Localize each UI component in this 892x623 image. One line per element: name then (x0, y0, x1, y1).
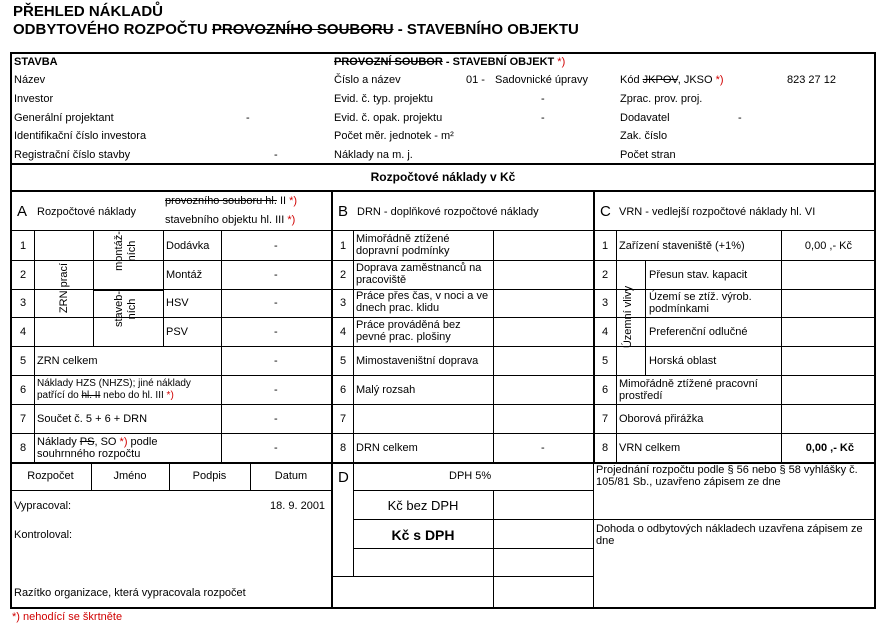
divider (594, 519, 875, 520)
stavba-label-nazev: Název (14, 74, 46, 86)
row-a-n: 2 (20, 269, 27, 281)
stavba-value-projektant: - (246, 112, 250, 124)
row-a-n: 5 (20, 355, 27, 367)
row-c-label: Území se ztíž. výrob. podmínkami (649, 291, 752, 315)
kod-value: 823 27 12 (787, 74, 836, 86)
row-line (10, 346, 876, 347)
divider (353, 230, 354, 576)
label-zprac: Zprac. prov. proj. (620, 93, 703, 105)
asterisk-note: *) (166, 390, 174, 401)
kod-label (620, 74, 724, 86)
dph-label: DPH 5% (449, 470, 492, 482)
row-b-n: 8 (340, 442, 347, 454)
row-line (10, 433, 876, 434)
row-c-value-zarizeni: 0,00 ,- Kč (804, 240, 852, 252)
section-a-sub1 (165, 195, 297, 207)
stavba-label-projektant: Generální projektant (14, 112, 114, 124)
row-c-label: Oborová přirážka (619, 413, 704, 425)
row-a-value: - (274, 326, 278, 338)
row-c-label: Mimořádně ztížené pracovní prostředí (619, 378, 758, 402)
frame-right (874, 52, 876, 609)
row-b-label: Mimostaveništní doprava (356, 355, 479, 367)
section-a-title: Rozpočtové náklady (37, 206, 137, 218)
asterisk-note: *) (119, 436, 128, 448)
divider (593, 462, 594, 607)
value-dodavatel: - (738, 112, 742, 124)
kontroloval-label: Kontroloval: (14, 529, 73, 541)
stavebnich-label: staveb- ních (113, 290, 138, 328)
divider (10, 490, 332, 491)
row-b-n: 1 (340, 240, 347, 252)
kod-text: Kód (620, 74, 643, 86)
row-b-label: Mimořádně ztížené dopravní podmínky (356, 233, 450, 257)
ps-label-naklady: Náklady na m. j. (334, 149, 413, 161)
row-a-value: - (274, 384, 278, 396)
stavba-label-ico: Identifikační číslo investora (14, 130, 147, 142)
section-a-letter: A (17, 203, 28, 220)
divider (781, 230, 782, 462)
kc-bez-dph-label: Kč bez DPH (387, 498, 459, 513)
stavba-value-registrace: - (274, 149, 278, 161)
kod-struck: JKPOV (642, 74, 678, 86)
row-a-value: - (274, 297, 278, 309)
naklady-text: podle souhrnného rozpočtu (37, 436, 158, 460)
title-line-2 (13, 21, 579, 38)
row-b-n: 4 (340, 326, 347, 338)
ps-so-header (334, 56, 565, 68)
ps-label-typ: Evid. č. typ. projektu (334, 93, 434, 105)
row-b-label: Práce prováděná bez pevné prac. plošiny (356, 319, 461, 343)
sign-header-datum: Datum (274, 470, 308, 482)
row-c-n: 1 (602, 240, 609, 252)
row-line (10, 404, 876, 405)
row-line (10, 375, 876, 376)
section-c-letter: C (600, 203, 611, 220)
divider (163, 230, 164, 346)
row-a-label-psv: PSV (166, 326, 189, 338)
frame-top (10, 52, 876, 54)
naklady-text: , SO (94, 436, 120, 448)
costs-title: Rozpočtové náklady v Kč (370, 170, 516, 184)
ps-value-nazev: Sadovnické úpravy (495, 74, 588, 86)
stavba-label-registrace: Registrační číslo stavby (14, 149, 131, 161)
row-a-n: 8 (20, 442, 27, 454)
row-c-label-vrn-celkem: VRN celkem (619, 442, 681, 454)
row-c-n: 7 (602, 413, 609, 425)
row-c-value-vrn-celkem: 0,00 ,- Kč (805, 442, 854, 454)
row-a-label-hzs (37, 378, 217, 402)
divider (331, 576, 594, 577)
sign-header-jmeno: Jméno (113, 470, 147, 482)
hzs-text: Náklady HZS (NHZS); jiné náklady patřící do (37, 378, 191, 401)
row-c-n: 4 (602, 326, 609, 338)
montaznich-label: montáž- ních (113, 231, 138, 271)
row-b-n: 7 (340, 413, 347, 425)
row-b-n: 6 (340, 384, 347, 396)
hzs-struck: hl. II (81, 390, 101, 401)
row-b-n: 5 (340, 355, 347, 367)
section-b-title: DRN - doplňkové rozpočtové náklady (357, 206, 539, 218)
row-c-label: Přesun stav. kapacit (649, 269, 748, 281)
vypracoval-label: Vypracoval: (14, 500, 72, 512)
label-zak-cislo: Zak. číslo (620, 130, 668, 142)
row-b-label: Malý rozsah (356, 384, 416, 396)
razitko-label: Razítko organizace, která vypracovala rozpočet (14, 587, 246, 599)
title-struck-part: PROVOZNÍHO SOUBORU (211, 21, 394, 38)
ps-value-opak: - (541, 112, 545, 124)
row-b-value-drn-celkem: - (541, 442, 545, 454)
row-a-value: - (274, 413, 278, 425)
divider (331, 190, 333, 607)
vypracoval-date: 18. 9. 2001 (270, 500, 326, 512)
row-c-n: 8 (602, 442, 609, 454)
sub1-text: II (276, 195, 290, 207)
row-line (10, 260, 876, 261)
row-a-label-montaz: Montáž (166, 269, 203, 281)
stavba-label-investor: Investor (14, 93, 54, 105)
frame-left (10, 52, 12, 609)
row-a-value: - (274, 240, 278, 252)
row-b-n: 3 (340, 297, 347, 309)
divider (493, 230, 494, 462)
row-a-n: 6 (20, 384, 27, 396)
row-c-n: 3 (602, 297, 609, 309)
title-part: - STAVEBNÍHO OBJEKTU (393, 21, 579, 38)
label-pocet-stran: Počet stran (620, 149, 676, 161)
row-a-value: - (274, 269, 278, 281)
ps-header-text: - STAVEBNÍ OBJEKT (442, 56, 558, 68)
row-a-n: 7 (20, 413, 27, 425)
label-dodavatel: Dodavatel (620, 112, 670, 124)
divider (10, 190, 876, 192)
hzs-text: nebo do hl. III (100, 390, 167, 401)
divider (10, 230, 876, 231)
ps-label-cislo: Číslo a název (334, 74, 401, 86)
row-c-n: 5 (602, 355, 609, 367)
naklady-struck: PS (79, 436, 95, 448)
sub2-text: stavebního objektu hl. III (165, 214, 288, 226)
asterisk-note: *) (557, 56, 566, 68)
section-c-title: VRN - vedlejší rozpočtové náklady hl. VI (619, 206, 816, 218)
divider (616, 230, 617, 462)
sign-header-podpis: Podpis (192, 470, 227, 482)
section-a-sub2 (165, 214, 295, 226)
divider (93, 230, 94, 346)
divider (34, 230, 35, 462)
ps-value-typ: - (541, 93, 545, 105)
row-a-label-naklady (37, 436, 217, 460)
zrn-prace-label: ZRN prací (58, 262, 70, 314)
row-a-label-zrn-celkem: ZRN celkem (37, 355, 98, 367)
dohoda-note: Dohoda o odbytových nákladech uzavřena zápisem ze dne (596, 523, 863, 547)
row-c-label: Horská oblast (649, 355, 717, 367)
section-b-letter: B (338, 203, 349, 220)
sub1-struck: provozního souboru hl. (165, 195, 277, 207)
row-a-n: 3 (20, 297, 27, 309)
ps-value-cislo: 01 - (466, 74, 485, 86)
row-a-value: - (274, 442, 278, 454)
divider (353, 490, 594, 491)
row-b-label: Práce přes čas, v noci a ve dnech prac. klidu (356, 290, 489, 314)
row-line (10, 317, 876, 318)
row-c-n: 6 (602, 384, 609, 396)
row-b-label-drn-celkem: DRN celkem (356, 442, 418, 454)
asterisk-note: *) (715, 74, 724, 86)
row-b-n: 2 (340, 269, 347, 281)
stavba-header: STAVBA (14, 56, 58, 68)
row-a-value: - (274, 355, 278, 367)
divider (353, 548, 594, 549)
row-a-n: 1 (20, 240, 27, 252)
divider (10, 163, 876, 165)
kc-s-dph-label: Kč s DPH (391, 527, 455, 543)
kod-text: , JKSO (677, 74, 716, 86)
ps-label-mj: Počet měr. jednotek - m² (334, 130, 454, 142)
divider (221, 230, 222, 462)
frame-bottom (10, 607, 876, 609)
row-a-label-dodavka: Dodávka (166, 240, 210, 252)
row-c-label-zarizeni: Zařízení staveniště (+1%) (619, 240, 745, 252)
row-c-label: Preferenční odlučné (649, 326, 748, 338)
title-line-1: PŘEHLED NÁKLADŮ (13, 3, 163, 20)
ps-label-opak: Evid. č. opak. projektu (334, 112, 443, 124)
row-c-n: 2 (602, 269, 609, 281)
divider (353, 519, 594, 520)
naklady-text: Náklady (37, 436, 80, 448)
row-a-n: 4 (20, 326, 27, 338)
section-d-letter: D (338, 469, 349, 486)
uzemni-vlivy-label: Územní vlivy (622, 285, 634, 349)
projednani-note: Projednání rozpočtu podle § 56 nebo § 58 vyhlášky č. 105/81 Sb., uzavřeno zápisem ze dne (596, 464, 858, 488)
row-a-label-hsv: HSV (166, 297, 189, 309)
asterisk-note: *) (289, 195, 298, 207)
row-a-label-soucet: Součet č. 5 + 6 + DRN (37, 413, 148, 425)
title-part: ODBYTOVÉHO ROZPOČTU (13, 21, 212, 38)
sign-header-rozpocet: Rozpočet (27, 470, 74, 482)
divider (645, 260, 646, 375)
footnote: *) nehodící se škrtněte (12, 611, 123, 623)
asterisk-note: *) (287, 214, 296, 226)
ps-header-struck: PROVOZNÍ SOUBOR (334, 56, 443, 68)
row-b-label: Doprava zaměstnanců na pracoviště (356, 262, 482, 286)
